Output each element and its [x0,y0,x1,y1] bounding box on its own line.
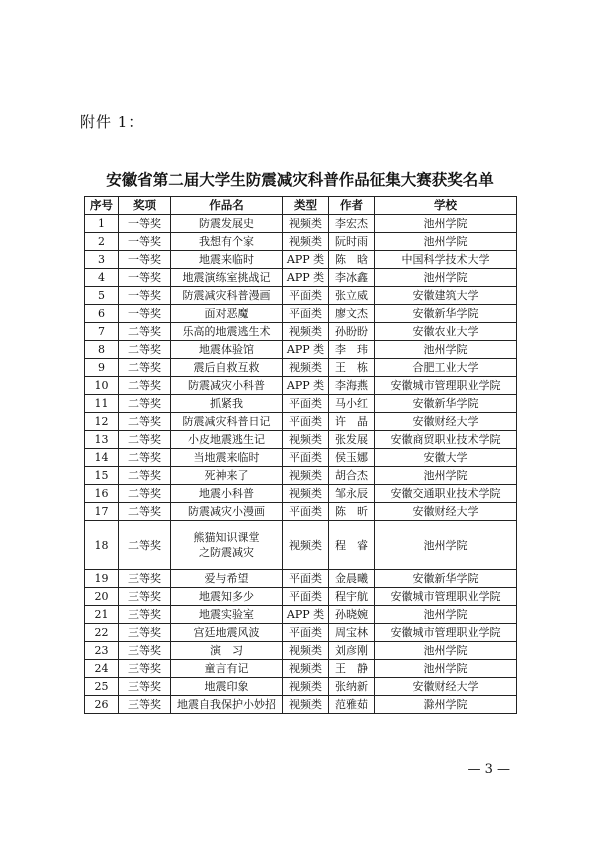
cell-school: 安徽大学 [375,449,517,467]
cell-author: 张立威 [329,287,375,305]
cell-index: 5 [85,287,119,305]
cell-type: 平面类 [283,287,329,305]
cell-school: 安徽建筑大学 [375,287,517,305]
cell-type: 视频类 [283,215,329,233]
cell-award: 三等奖 [119,570,171,588]
cell-index: 1 [85,215,119,233]
table-row [85,485,517,503]
cell-school: 中国科学技术大学 [375,251,517,269]
cell-award: 二等奖 [119,485,171,503]
cell-author: 刘彦刚 [329,642,375,660]
cell-author: 胡合杰 [329,467,375,485]
cell-work: 地震演练室挑战记 [171,269,283,287]
table-row [85,341,517,359]
cell-school: 池州学院 [375,642,517,660]
cell-school: 池州学院 [375,606,517,624]
cell-award: 二等奖 [119,503,171,521]
cell-award: 一等奖 [119,215,171,233]
cell-type: 视频类 [283,678,329,696]
cell-author: 许 晶 [329,413,375,431]
table-row [85,269,517,287]
cell-work: 地震小科普 [171,485,283,503]
cell-author: 李 玮 [329,341,375,359]
cell-award: 二等奖 [119,413,171,431]
work-title-multiline [172,530,281,560]
table-row [85,233,517,251]
cell-type: 平面类 [283,624,329,642]
cell-school: 安徽城市管理职业学院 [375,624,517,642]
cell-author: 陈 昕 [329,503,375,521]
table-row [85,449,517,467]
cell-work: 乐高的地震逃生术 [171,323,283,341]
cell-index: 19 [85,570,119,588]
cell-award: 一等奖 [119,305,171,323]
cell-index: 11 [85,395,119,413]
cell-work [171,521,283,570]
cell-work: 地震印象 [171,678,283,696]
cell-index: 20 [85,588,119,606]
cell-index: 10 [85,377,119,395]
cell-index: 23 [85,642,119,660]
cell-type: 平面类 [283,413,329,431]
cell-award: 二等奖 [119,395,171,413]
cell-author: 王 栋 [329,359,375,377]
cell-award: 一等奖 [119,287,171,305]
cell-school: 池州学院 [375,341,517,359]
cell-author: 张发展 [329,431,375,449]
cell-author: 王 静 [329,660,375,678]
cell-type: APP 类 [283,606,329,624]
table-row [85,678,517,696]
cell-type: 平面类 [283,449,329,467]
cell-type: 视频类 [283,359,329,377]
cell-award: 三等奖 [119,642,171,660]
cell-author: 孙晓婉 [329,606,375,624]
cell-index: 26 [85,696,119,714]
table-row [85,251,517,269]
cell-work: 当地震来临时 [171,449,283,467]
table-row [85,570,517,588]
cell-index: 6 [85,305,119,323]
cell-index: 2 [85,233,119,251]
cell-school: 池州学院 [375,660,517,678]
table-row [85,642,517,660]
cell-type: 视频类 [283,323,329,341]
cell-index: 18 [85,521,119,570]
cell-work: 防震减灾科普漫画 [171,287,283,305]
table-row [85,413,517,431]
cell-award: 二等奖 [119,467,171,485]
cell-type: APP 类 [283,269,329,287]
cell-school: 池州学院 [375,269,517,287]
cell-type: 平面类 [283,503,329,521]
cell-award: 二等奖 [119,341,171,359]
cell-school: 安徽财经大学 [375,678,517,696]
cell-author: 李海燕 [329,377,375,395]
cell-school: 池州学院 [375,521,517,570]
cell-type: 视频类 [283,642,329,660]
cell-school: 安徽新华学院 [375,570,517,588]
cell-type: APP 类 [283,341,329,359]
cell-type: 视频类 [283,467,329,485]
cell-work: 抓紧我 [171,395,283,413]
cell-author: 张纳新 [329,678,375,696]
cell-school: 合肥工业大学 [375,359,517,377]
table-body [85,215,517,714]
cell-work: 爱与希望 [171,570,283,588]
cell-author: 邹永辰 [329,485,375,503]
cell-index: 8 [85,341,119,359]
header-type: 类型 [283,197,329,215]
cell-index: 7 [85,323,119,341]
cell-author: 程宇航 [329,588,375,606]
cell-index: 13 [85,431,119,449]
cell-type: 视频类 [283,660,329,678]
cell-author: 周宝林 [329,624,375,642]
cell-work: 地震来临时 [171,251,283,269]
cell-award: 二等奖 [119,431,171,449]
cell-author: 陈 晗 [329,251,375,269]
cell-award: 一等奖 [119,251,171,269]
work-title-line: 之防震减灾 [199,546,254,559]
cell-index: 9 [85,359,119,377]
table-row [85,660,517,678]
cell-school: 安徽城市管理职业学院 [375,588,517,606]
table-row [85,696,517,714]
cell-index: 15 [85,467,119,485]
table-row [85,287,517,305]
cell-author: 李宏杰 [329,215,375,233]
table-row [85,521,517,570]
cell-work: 防震减灾科普日记 [171,413,283,431]
cell-award: 三等奖 [119,606,171,624]
cell-type: 视频类 [283,521,329,570]
cell-school: 池州学院 [375,233,517,251]
cell-work: 宫廷地震风波 [171,624,283,642]
cell-type: 视频类 [283,696,329,714]
cell-type: 平面类 [283,305,329,323]
cell-work: 死神来了 [171,467,283,485]
cell-type: 视频类 [283,485,329,503]
cell-work: 地震知多少 [171,588,283,606]
cell-work: 我想有个家 [171,233,283,251]
cell-index: 16 [85,485,119,503]
cell-work: 童言有记 [171,660,283,678]
cell-school: 安徽财经大学 [375,413,517,431]
cell-author: 程 睿 [329,521,375,570]
cell-type: 平面类 [283,570,329,588]
header-work: 作品名 [171,197,283,215]
cell-index: 3 [85,251,119,269]
header-index: 序号 [85,197,119,215]
table-row [85,359,517,377]
cell-author: 马小红 [329,395,375,413]
cell-award: 三等奖 [119,588,171,606]
cell-work: 震后自救互救 [171,359,283,377]
table-row [85,305,517,323]
cell-award: 一等奖 [119,269,171,287]
cell-school: 池州学院 [375,467,517,485]
cell-author: 阮时雨 [329,233,375,251]
cell-award: 三等奖 [119,696,171,714]
cell-index: 12 [85,413,119,431]
cell-work: 小皮地震逃生记 [171,431,283,449]
cell-index: 25 [85,678,119,696]
table-row [85,395,517,413]
work-title-line: 熊猫知识课堂 [193,531,260,544]
cell-school: 安徽交通职业技术学院 [375,485,517,503]
cell-author: 金晨曦 [329,570,375,588]
cell-school: 安徽农业大学 [375,323,517,341]
cell-work: 地震自我保护小妙招 [171,696,283,714]
cell-work: 防震减灾小科普 [171,377,283,395]
table-row [85,624,517,642]
attachment-label: 附件 1： [80,113,145,131]
header-award: 奖项 [119,197,171,215]
cell-author: 廖文杰 [329,305,375,323]
page-number: — 3 — [467,762,510,777]
table-row [85,467,517,485]
cell-work: 面对恶魔 [171,305,283,323]
cell-award: 三等奖 [119,678,171,696]
cell-award: 一等奖 [119,233,171,251]
table-row [85,503,517,521]
cell-author: 孙盼盼 [329,323,375,341]
cell-work: 防震发展史 [171,215,283,233]
cell-school: 安徽新华学院 [375,395,517,413]
cell-author: 范雅茹 [329,696,375,714]
cell-school: 安徽城市管理职业学院 [375,377,517,395]
table-row [85,377,517,395]
cell-award: 三等奖 [119,624,171,642]
cell-type: APP 类 [283,251,329,269]
cell-type: 平面类 [283,395,329,413]
table-row [85,215,517,233]
cell-type: 视频类 [283,233,329,251]
cell-award: 二等奖 [119,359,171,377]
cell-award: 三等奖 [119,660,171,678]
cell-type: 视频类 [283,431,329,449]
cell-school: 安徽商贸职业技术学院 [375,431,517,449]
cell-author: 李冰鑫 [329,269,375,287]
cell-award: 二等奖 [119,521,171,570]
cell-index: 21 [85,606,119,624]
table-header-row [85,197,517,215]
table-row [85,431,517,449]
cell-index: 22 [85,624,119,642]
cell-work: 防震减灾小漫画 [171,503,283,521]
award-table [84,196,517,714]
cell-award: 二等奖 [119,449,171,467]
cell-school: 安徽财经大学 [375,503,517,521]
cell-award: 二等奖 [119,323,171,341]
cell-index: 4 [85,269,119,287]
document-title: 安徽省第二届大学生防震减灾科普作品征集大赛获奖名单 [106,171,494,189]
cell-school: 池州学院 [375,215,517,233]
cell-work: 地震实验室 [171,606,283,624]
cell-award: 二等奖 [119,377,171,395]
table-row [85,606,517,624]
cell-index: 24 [85,660,119,678]
cell-work: 地震体验馆 [171,341,283,359]
cell-school: 滁州学院 [375,696,517,714]
table-row [85,588,517,606]
header-school: 学校 [375,197,517,215]
cell-type: 平面类 [283,588,329,606]
cell-school: 安徽新华学院 [375,305,517,323]
table-row [85,323,517,341]
cell-author: 侯玉娜 [329,449,375,467]
cell-index: 14 [85,449,119,467]
cell-index: 17 [85,503,119,521]
cell-work: 演 习 [171,642,283,660]
header-author: 作者 [329,197,375,215]
cell-type: APP 类 [283,377,329,395]
